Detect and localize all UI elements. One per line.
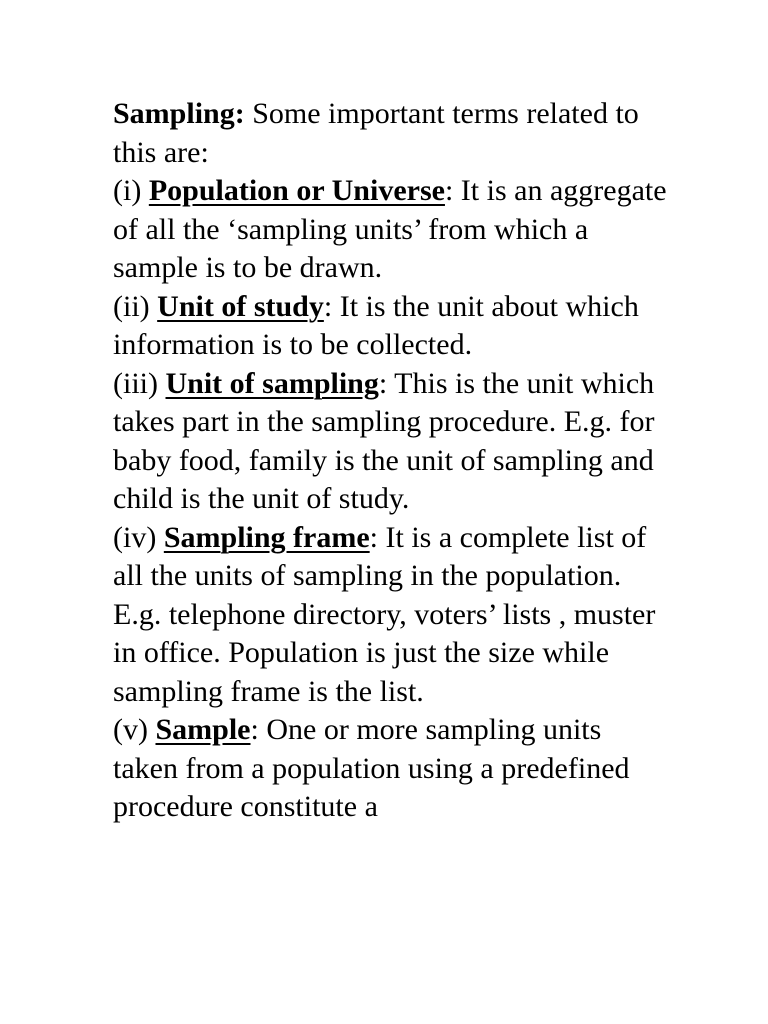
term-definition: It is an aggregate of all the ‘sampling units’ from which a sample is to be drawn.	[113, 174, 667, 284]
term-item-population	[113, 172, 673, 288]
term-number: (i)	[113, 174, 142, 207]
term-label: Sample	[155, 713, 251, 746]
term-item-sampling-frame	[113, 519, 673, 712]
term-number: (iii)	[113, 366, 158, 400]
term-label: Sampling frame	[163, 520, 370, 554]
term-item-sample	[113, 711, 673, 827]
term-item-unit-of-study	[113, 288, 673, 365]
term-colon: :	[250, 713, 259, 746]
term-number: (ii)	[113, 289, 150, 323]
term-number: (v)	[113, 713, 148, 746]
term-definition: This is the unit which takes part in the sampling procedure. E.g. for baby food, family is the unit of sampling and child is the unit of study.	[113, 366, 655, 515]
term-colon: :	[378, 366, 388, 400]
document-body	[113, 95, 673, 827]
term-colon: :	[323, 289, 333, 323]
term-definition: It is a complete list of all the units of sampling in the population. E.g. telephone directory, voters’ lists , muster in office. Population is just the size while sampling frame is the list.	[113, 520, 656, 708]
term-definition: One or more sampling units taken from a population using a predefined procedure constitute a	[113, 713, 630, 823]
term-label: Population or Universe	[148, 174, 445, 207]
term-colon: :	[369, 520, 378, 554]
term-label: Unit of study	[157, 289, 324, 323]
term-definition: It is the unit about which information is to be collected.	[113, 289, 639, 361]
intro-text: Some important terms related to this are:	[113, 97, 639, 169]
intro-paragraph	[113, 95, 673, 172]
term-label: Unit of sampling	[165, 366, 379, 400]
term-colon: :	[444, 174, 454, 207]
term-number: (iv)	[113, 520, 157, 554]
section-heading: Sampling:	[113, 97, 245, 130]
term-item-unit-of-sampling	[113, 365, 673, 519]
